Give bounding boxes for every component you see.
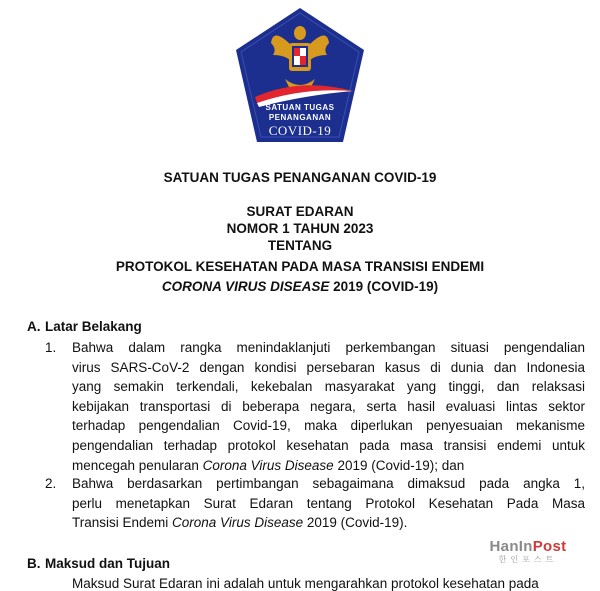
text-line: Bahwa dalam rangka menindaklanjuti perkembangan situasi pengendalian (72, 340, 585, 355)
title-italic-part: CORONA VIRUS DISEASE (161, 279, 330, 294)
text-fragment: 2019 (Covid-19). (303, 515, 408, 531)
title-rest-part: 2019 (COVID-19) (329, 279, 439, 294)
section-heading-b (27, 556, 170, 572)
document-type: SURAT EDARAN (246, 204, 354, 219)
section-title: Latar Belakang (45, 319, 142, 334)
text-line-last (72, 513, 585, 533)
section-heading-a (27, 319, 142, 335)
text-line: terhadap pengendalian Covid-19, maka diperlukan penyesuaian mekanisme (72, 418, 585, 434)
list-item-text (72, 474, 585, 533)
watermark-name-gray: HanIn (489, 538, 533, 555)
section-letter: A. (27, 319, 41, 334)
cut-off-text-line: Maksud Surat Edaran ini adalah untuk mengarahkan protokol kesehatan pada (72, 576, 539, 591)
watermark-name-red: Post (532, 538, 567, 555)
section-title: Maksud dan Tujuan (45, 556, 171, 571)
logo-text-line1: SATUAN TUGAS (265, 103, 335, 112)
text-line: pengendalian terhadap protokol kesehatan pada masa transisi endemi untuk (72, 437, 585, 453)
logo-text-line3: COVID-19 (268, 123, 332, 138)
document-number: NOMOR 1 TAHUN 2023 (226, 221, 374, 236)
watermark-subtitle: 한인포스트 (498, 555, 558, 564)
text-fragment: 2019 (Covid-19); dan (333, 457, 465, 473)
text-fragment-italic: Corona Virus Disease (202, 457, 334, 473)
list-item-text (72, 338, 585, 475)
section-letter: B. (27, 556, 41, 571)
document-about: TENTANG (267, 238, 333, 253)
text-line: kebijakan transportasi di beberapa negara, serta hasil evaluasi lintas sektor (72, 398, 585, 414)
covid-task-force-logo (233, 5, 367, 145)
watermark (478, 538, 578, 565)
logo-text-line2: PENANGANAN (268, 113, 332, 122)
text-line: yang semakin terkendali, kekebalan masyarakat yang tinggi, dan relaksasi (72, 379, 585, 395)
text-line: perlu menetapkan Surat Edaran tentang Protokol Kesehatan Pada Masa (72, 495, 585, 511)
document-title-line2 (0, 279, 600, 295)
text-fragment: mencegah penularan (72, 457, 203, 473)
list-item-number: 2. (45, 476, 57, 491)
document-title-line1: PROTOKOL KESEHATAN PADA MASA TRANSISI ENDEMI (115, 259, 485, 274)
organization-name: SATUAN TUGAS PENANGANAN COVID-19 (163, 170, 437, 185)
text-line-last (72, 456, 585, 476)
list-item-number: 1. (45, 340, 57, 355)
watermark-name (478, 538, 578, 555)
text-fragment: Transisi Endemi (72, 515, 173, 531)
text-fragment-italic: Corona Virus Disease (172, 515, 304, 531)
text-line: virus SARS-CoV-2 dengan kondisi persebaran kasus di dunia dan Indonesia (72, 359, 585, 375)
text-line: Bahwa berdasarkan pertimbangan sebagaimana dimaksud pada angka 1, (72, 476, 585, 491)
